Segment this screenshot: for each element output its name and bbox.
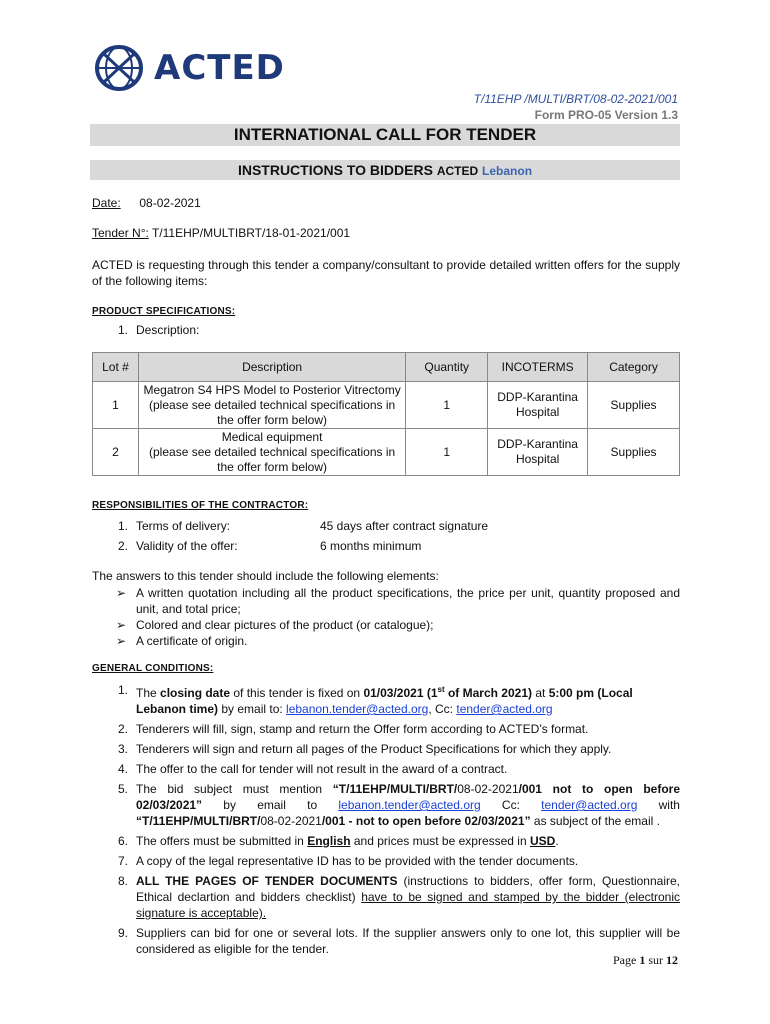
list-item bbox=[110, 781, 680, 829]
col-description: Description bbox=[138, 353, 405, 382]
item-num: 2. bbox=[117, 539, 128, 553]
text: . bbox=[555, 834, 559, 848]
item-num: 2. bbox=[117, 722, 128, 736]
table-row bbox=[93, 382, 680, 429]
subject-ref: “T/11EHP/MULTI/BRT/ bbox=[332, 782, 458, 796]
col-category: Category bbox=[588, 353, 680, 382]
logo-text: ACTED bbox=[154, 48, 285, 88]
email-link[interactable]: tender@acted.org bbox=[541, 798, 638, 812]
item-text: A written quotation including all the product specifications, the price per unit, quantity proposed and unit, and total price; bbox=[136, 586, 680, 616]
text: The bbox=[136, 686, 161, 700]
cell-description bbox=[138, 429, 405, 476]
list-item bbox=[110, 761, 680, 777]
responsibilities-list bbox=[110, 518, 680, 554]
desc-line: the offer form below) bbox=[217, 459, 327, 474]
responsibilities-heading: RESPONSIBILITIES OF THE CONTRACTOR: bbox=[92, 500, 309, 511]
answers-list bbox=[110, 585, 680, 649]
cell-incoterms bbox=[488, 382, 588, 429]
date-value: 08-02-2021 bbox=[139, 196, 201, 210]
text: by email to: bbox=[218, 702, 287, 716]
cell-lot: 2 bbox=[93, 429, 139, 476]
globe-logo-icon bbox=[94, 44, 146, 92]
answers-intro: The answers to this tender should include the following elements: bbox=[92, 569, 439, 583]
general-list bbox=[110, 682, 680, 957]
item-label: Terms of delivery: bbox=[136, 519, 231, 533]
item-text: The offer to the call for tender will not result in the award of a contract. bbox=[136, 762, 508, 776]
list-item bbox=[110, 853, 680, 869]
list-item bbox=[110, 682, 680, 717]
item-text: Colored and clear pictures of the product (or catalogue); bbox=[136, 618, 434, 632]
language: English bbox=[307, 834, 351, 848]
desc-line: Medical equipment bbox=[221, 429, 323, 444]
list-item bbox=[110, 633, 680, 649]
cell-category: Supplies bbox=[588, 429, 680, 476]
item-num: 3. bbox=[117, 742, 128, 756]
list-item bbox=[110, 925, 680, 957]
page-number: 1 bbox=[639, 953, 646, 967]
desc-line: the offer form below) bbox=[217, 412, 327, 427]
cell-description bbox=[138, 382, 405, 429]
tender-label: Tender N°: bbox=[92, 226, 149, 240]
subject-date: 08-02-2021 bbox=[260, 814, 322, 828]
page-footer bbox=[613, 953, 678, 968]
item-text: A certificate of origin. bbox=[136, 634, 248, 648]
general-heading: GENERAL CONDITIONS: bbox=[92, 663, 214, 674]
arrow-bullet-icon: ➢ bbox=[116, 634, 127, 648]
item-num: 5. bbox=[117, 782, 128, 796]
reference-number: T/11EHP /MULTI/BRT/08-02-2021/001 bbox=[473, 92, 678, 106]
item-num: 7. bbox=[117, 854, 128, 868]
text: Cc: bbox=[480, 798, 542, 812]
subject-ref: /001 not to open before 02/03/2021” bbox=[136, 782, 680, 812]
closing-date-label: closing date bbox=[160, 686, 231, 700]
page-total: 12 bbox=[666, 953, 678, 967]
sup-text: st bbox=[437, 685, 445, 694]
item-text: Suppliers can bid for one or several lots. If the supplier answers only to one lot, this supplier will be considered as eligible for the tender. bbox=[136, 926, 680, 956]
desc-line: (please see detailed technical specifications in bbox=[149, 397, 396, 412]
subject-ref: “T/11EHP/MULTI/BRT/ bbox=[136, 814, 261, 828]
text: (instructions to bidders, offer form, Questionnaire, Ethical declartion and bidders checklist) bbox=[136, 874, 680, 904]
description-label: Description: bbox=[136, 323, 200, 337]
item-label: Validity of the offer: bbox=[136, 539, 238, 553]
text: The offers must be submitted in bbox=[136, 834, 308, 848]
list-item bbox=[110, 617, 680, 633]
page-sur: sur bbox=[648, 953, 663, 967]
col-incoterms: INCOTERMS bbox=[488, 353, 588, 382]
text: by email to bbox=[202, 798, 339, 812]
form-version: Form PRO-05 Version 1.3 bbox=[534, 108, 678, 122]
item-num: 1. bbox=[117, 683, 128, 697]
tender-line bbox=[92, 226, 350, 240]
item-num: 9. bbox=[117, 926, 128, 940]
text: The bid subject must mention bbox=[136, 782, 333, 796]
col-quantity: Quantity bbox=[406, 353, 488, 382]
inco-line: DDP-Karantina bbox=[497, 437, 578, 451]
desc-line: (please see detailed technical specifications in bbox=[149, 444, 396, 459]
description-item bbox=[110, 322, 680, 338]
table-header-row bbox=[93, 353, 680, 382]
currency: USD bbox=[529, 834, 556, 848]
acted-logo bbox=[94, 44, 304, 92]
list-item bbox=[110, 741, 680, 757]
page-word: Page bbox=[613, 953, 637, 967]
inco-line: Hospital bbox=[515, 452, 560, 466]
signed-text: have to be signed and stamped by the bidder (electronic signature is acceptable). bbox=[136, 890, 681, 920]
closing-date: 01/03/2021 (1 bbox=[363, 686, 438, 700]
cell-incoterms bbox=[488, 429, 588, 476]
item-value: 6 months minimum bbox=[320, 539, 422, 553]
cell-lot: 1 bbox=[93, 382, 139, 429]
arrow-bullet-icon: ➢ bbox=[116, 586, 127, 600]
item-value: 45 days after contract signature bbox=[320, 519, 489, 533]
closing-date-long: of March 2021) bbox=[444, 686, 532, 700]
closing-time: 5:00 pm (Local Lebanon time) bbox=[136, 686, 633, 716]
email-link[interactable]: lebanon.tender@acted.org bbox=[338, 798, 481, 812]
email-link[interactable]: lebanon.tender@acted.org bbox=[286, 702, 429, 716]
product-table bbox=[92, 352, 680, 476]
email-link[interactable]: tender@acted.org bbox=[456, 702, 553, 716]
item-text: Tenderers will fill, sign, stamp and return the Offer form according to ACTED’s format. bbox=[136, 722, 589, 736]
list-item bbox=[110, 833, 680, 849]
item-num: 4. bbox=[117, 762, 128, 776]
col-lot: Lot # bbox=[93, 353, 139, 382]
product-spec-heading: PRODUCT SPECIFICATIONS: bbox=[92, 306, 236, 317]
page-title: INTERNATIONAL CALL FOR TENDER bbox=[90, 124, 680, 146]
text: as subject of the email . bbox=[530, 814, 660, 828]
subtitle-org: ACTED bbox=[436, 164, 479, 178]
table-row bbox=[93, 429, 680, 476]
subject-date: 08-02-2021 bbox=[457, 782, 519, 796]
description-num: 1. bbox=[117, 323, 128, 337]
text: of this tender is fixed on bbox=[230, 686, 364, 700]
item-num: 8. bbox=[117, 874, 128, 888]
list-item bbox=[110, 538, 680, 554]
inco-line: Hospital bbox=[515, 405, 560, 419]
text: at bbox=[532, 686, 549, 700]
desc-line: Megatron S4 HPS Model to Posterior Vitrectomy bbox=[143, 382, 401, 397]
subject-ref: /001 - not to open before 02/03/2021” bbox=[321, 814, 531, 828]
item-num: 6. bbox=[117, 834, 128, 848]
subtitle-main: INSTRUCTIONS TO BIDDERS bbox=[237, 162, 433, 178]
text: with bbox=[637, 798, 680, 812]
subtitle-country: Lebanon bbox=[482, 164, 533, 178]
item-num: 1. bbox=[117, 519, 128, 533]
intro-paragraph: ACTED is requesting through this tender a company/consultant to provide detailed written offers for the supply of the following items: bbox=[92, 258, 680, 288]
text: , Cc: bbox=[428, 702, 457, 716]
list-item bbox=[110, 518, 680, 534]
date-line bbox=[92, 196, 201, 210]
list-item bbox=[110, 721, 680, 737]
list-item bbox=[110, 585, 680, 617]
cell-quantity: 1 bbox=[406, 429, 488, 476]
tender-value: T/11EHP/MULTIBRT/18-01-2021/001 bbox=[151, 226, 351, 240]
subtitle-bar bbox=[90, 160, 680, 180]
cell-quantity: 1 bbox=[406, 382, 488, 429]
inco-line: DDP-Karantina bbox=[497, 390, 578, 404]
date-label: Date: bbox=[92, 196, 121, 210]
text: and prices must be expressed in bbox=[350, 834, 530, 848]
cell-category: Supplies bbox=[588, 382, 680, 429]
arrow-bullet-icon: ➢ bbox=[116, 618, 127, 632]
all-pages-text: ALL THE PAGES OF TENDER DOCUMENTS bbox=[136, 874, 398, 888]
item-text: A copy of the legal representative ID has to be provided with the tender documents. bbox=[136, 854, 579, 868]
item-text: Tenderers will sign and return all pages of the Product Specifications for which they apply. bbox=[136, 742, 612, 756]
list-item bbox=[110, 873, 680, 921]
